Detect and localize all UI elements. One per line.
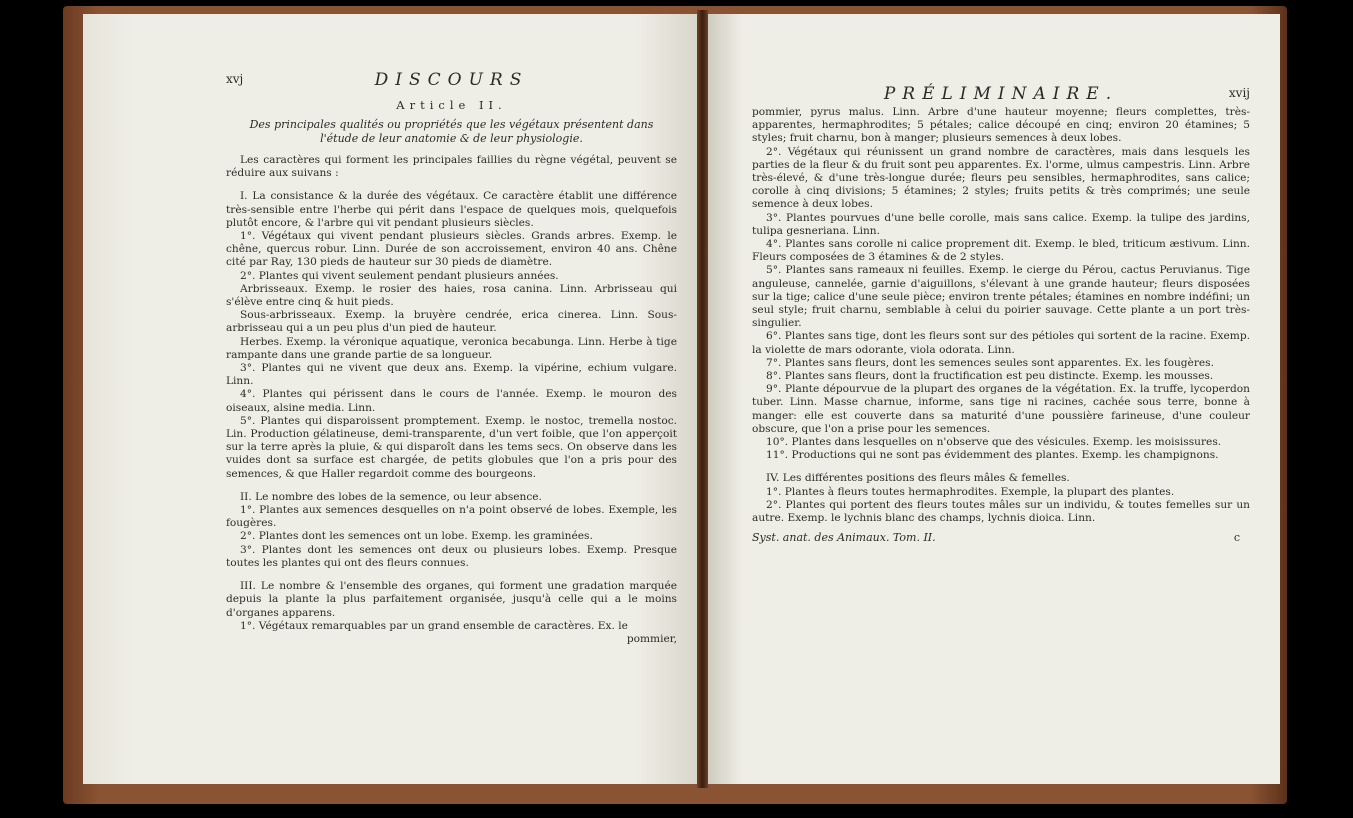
left-running-header — [226, 70, 677, 92]
paragraph: 1°. Plantes aux semences desquelles on n'a point observé de lobes. Exemple, les fougères. — [226, 504, 677, 530]
paragraph: 9°. Plante dépourvue de la plupart des organes de la végétation. Ex. la truffe, lycoperdon tuber. Linn. Masse charnue, informe, sans tige ni racines, cachée sous terre, bonne à manger: elle est couverte dans sa maturité d'une poussière farineuse, d'une couleur obscure, que l'on a prise pour les semences. — [752, 383, 1250, 435]
paragraph: 5°. Plantes sans rameaux ni feuilles. Exemp. le cierge du Pérou, cactus Peruvianus. Tige anguleuse, cannelée, garnie d'aiguillons, s'élevant à une grande hauteur; fleurs disposées sur la tige; calice d'une seule pièce; environ trente pétales; étamines en nombre indéfini; un seul style; fruit charnu, semblable à celui du poirier sauvage. Cette plante a un port très-singulier. — [752, 264, 1250, 330]
paragraph: I. La consistance & la durée des végétaux. Ce caractère établit une différence très-sensible entre l'herbe qui périt dans l'espace de quelques mois, quelquefois plutôt encore, & l'arbre qui vit pendant plusieurs siècles. — [226, 190, 677, 229]
paragraph: 2°. Végétaux qui réunissent un grand nombre de caractères, mais dans lesquels les parties de la fleur & du fruit sont peu apparentes. Ex. l'orme, ulmus campestris. Linn. Arbre très-élevé, & d'une très-longue durée; fleurs peu sensibles, hermaphrodites, sans calice; corolle à cinq divisions; 5 étamines; 2 styles; fruits petits & très comprimés; une seule semence à deux lobes. — [752, 145, 1250, 211]
left-page-number: xvj — [226, 72, 244, 86]
paragraph: 6°. Plantes sans tige, dont les fleurs sont sur des pétioles qui sortent de la racine. Exemp. la violette de mars odorante, viola odorata. Linn. — [752, 330, 1250, 356]
paragraph: 8°. Plantes sans fleurs, dont la fructification est peu distincte. Exemp. les mousses. — [766, 370, 1214, 383]
left-page — [83, 14, 697, 784]
paragraph: 1°. Plantes à fleurs toutes hermaphrodites. Exemple, la plupart des plantes. — [766, 485, 1175, 498]
paragraph: Les caractères qui forment les principales faillies du règne végétal, peuvent se réduire aux suivans : — [226, 154, 677, 180]
right-running-title: PRÉLIMINAIRE. — [883, 84, 1119, 104]
paragraph: 11°. Productions qui ne sont pas évidemment des plantes. Exemp. les champignons. — [766, 449, 1219, 462]
article-subtitle: Des principales qualités ou propriétés que les végétaux présentent dans l'étude de leur anatomie & de leur physiologie. — [249, 118, 654, 145]
paragraph: 10°. Plantes dans lesquelles on n'observe que des vésicules. Exemp. les moisissures. — [766, 436, 1222, 449]
paragraph: 3°. Plantes pourvues d'une belle corolle, mais sans calice. Exemp. la tulipe des jardins, tulipa gesneriana. Linn. — [752, 211, 1250, 237]
paragraph: 4°. Plantes qui périssent dans le cours de l'année. Exemp. le mouron des oiseaux, alsine media. Linn. — [226, 388, 677, 414]
book-gutter — [697, 10, 708, 788]
paragraph: 2°. Plantes qui vivent seulement pendant plusieurs années. — [240, 269, 559, 282]
paragraph: 2°. Plantes qui portent des fleurs toutes mâles sur un individu, & toutes femelles sur un autre. Exemp. le lychnis blanc des champs, lychnis dioica. Linn. — [752, 498, 1250, 525]
paragraph: 5°. Plantes qui disparoissent promptement. Exemp. le nostoc, tremella nostoc. Lin. Production gélatineuse, demi-transparente, d'un vert foible, que l'on apperçoit sur la terre après la pluie, & qui disparoît dans les tems secs. On observe dans les vuides dont sa surface est chargée, de petits globules que l'on a pris pour des semences, & que Haller regardoit comme des bourgeons. — [226, 414, 677, 480]
paragraph: 3°. Plantes qui ne vivent que deux ans. Exemp. la vipérine, echium vulgare. Linn. — [226, 362, 677, 388]
paragraph: IV. Les différentes positions des fleurs mâles & femelles. — [766, 472, 1070, 485]
article-heading: Article II. — [396, 98, 507, 112]
paragraph: 2°. Plantes dont les semences ont un lobe. Exemp. les graminées. — [240, 530, 593, 543]
paragraph: 3°. Plantes dont les semences ont deux ou plusieurs lobes. Exemp. Presque toutes les plantes qui ont des fleurs connues. — [226, 543, 677, 569]
paragraph: Sous-arbrisseaux. Exemp. la bruyère cendrée, erica cinerea. Linn. Sous-arbrisseau qui a un peu plus d'un pied de hauteur. — [226, 309, 677, 335]
paragraph: Herbes. Exemp. la véronique aquatique, veronica becabunga. Linn. Herbe à tige rampante dans une grande partie de sa longueur. — [226, 335, 677, 361]
signature-mark: c — [1233, 531, 1240, 545]
paragraph: Arbrisseaux. Exemp. le rosier des haies, rosa canina. Linn. Arbrisseau qui s'élève entre cinq & huit pieds. — [226, 282, 677, 309]
catchword: pommier, — [626, 632, 677, 645]
paragraph: 7°. Plantes sans fleurs, dont les semences seules sont apparentes. Ex. les fougères. — [766, 356, 1214, 369]
paragraph: 1°. Végétaux qui vivent pendant plusieurs siècles. Grands arbres. Exemp. le chêne, quercus robur. Linn. Durée de son accroissement, environ 40 ans. Chêne cité par Ray, 130 pieds de hauteur sur 30 pieds de diamètre. — [226, 230, 677, 269]
right-page-number: xvij — [1228, 86, 1250, 100]
paragraph: III. Le nombre & l'ensemble des organes, qui forment une gradation marquée depuis la plante la plus parfaitement organisée, jusqu'à celle qui a le moins d'organes apparens. — [226, 580, 677, 619]
paragraph: II. Le nombre des lobes de la semence, ou leur absence. — [240, 490, 542, 503]
page-footer — [752, 531, 1250, 544]
paragraph: pommier, pyrus malus. Linn. Arbre d'une hauteur moyenne; fleurs complettes, très-apparentes, hermaphrodites; 5 pétales; calice découpé en cinq; environ 20 étamines; 5 styles; fruit charnu, bon à manger; plusieurs semences à deux lobes. — [752, 106, 1250, 145]
right-page — [708, 14, 1280, 784]
footer-title: Syst. anat. des Animaux. Tom. II. — [752, 531, 936, 545]
left-running-title: DISCOURS — [374, 70, 529, 90]
paragraph: 4°. Plantes sans corolle ni calice proprement dit. Exemp. le bled, triticum æstivum. Linn. Fleurs composées de 3 étamines & de 2 styles. — [752, 238, 1250, 264]
right-running-header — [752, 84, 1250, 106]
paragraph: 1°. Végétaux remarquables par un grand ensemble de caractères. Ex. le — [240, 619, 628, 632]
